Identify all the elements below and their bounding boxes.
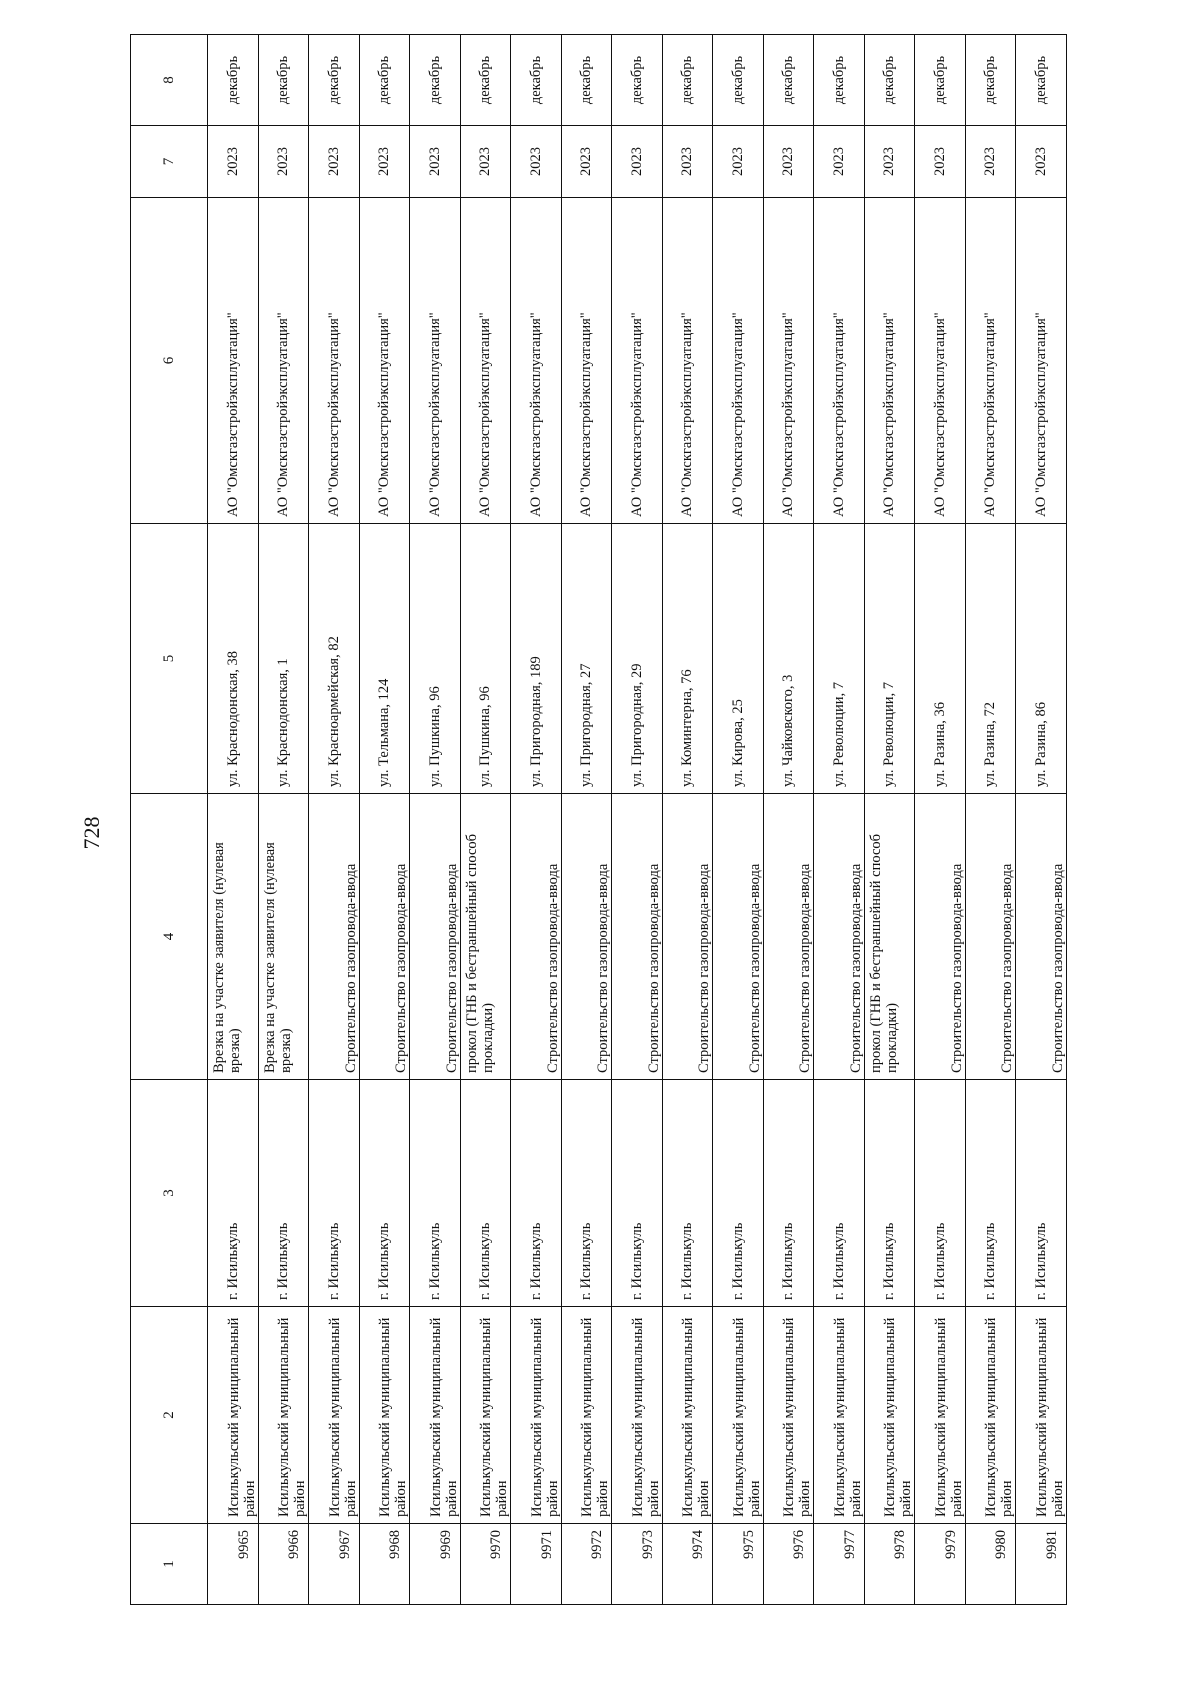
address-cell: ул. Разина, 86 (1016, 524, 1067, 794)
year-cell: 2023 (713, 126, 764, 198)
month-cell: декабрь (561, 35, 612, 126)
organization-cell: АО "Омскгазстройэксплуатация" (915, 198, 966, 524)
city-cell: г. Исилькуль (763, 1080, 814, 1307)
year-cell: 2023 (612, 126, 663, 198)
month-cell: декабрь (511, 35, 562, 126)
month-cell: декабрь (1016, 35, 1067, 126)
city-cell: г. Исилькуль (258, 1080, 309, 1307)
address-cell: ул. Пригородная, 27 (561, 524, 612, 794)
city-cell: г. Исилькуль (814, 1080, 865, 1307)
organization-cell: АО "Омскгазстройэксплуатация" (309, 198, 360, 524)
city-cell: г. Исилькуль (208, 1080, 259, 1307)
year-cell: 2023 (864, 126, 915, 198)
row-number: 9977 (814, 1524, 865, 1605)
address-cell: ул. Революции, 7 (814, 524, 865, 794)
district-cell: Исилькульский муниципальный район (662, 1307, 713, 1524)
city-cell: г. Исилькуль (511, 1080, 562, 1307)
works-table (130, 34, 1067, 1605)
table-row (309, 35, 360, 1605)
city-cell: г. Исилькуль (410, 1080, 461, 1307)
address-cell: ул. Разина, 72 (965, 524, 1016, 794)
table-row (814, 35, 865, 1605)
column-header-1: 1 (131, 1524, 208, 1605)
month-cell: декабрь (713, 35, 764, 126)
month-cell: декабрь (460, 35, 511, 126)
work-type-cell: Строительство газопровода-ввода (713, 794, 764, 1080)
work-type-cell: Врезка на участке заявителя (нулевая врезка) (208, 794, 259, 1080)
table-row (864, 35, 915, 1605)
table-row (713, 35, 764, 1605)
row-number: 9976 (763, 1524, 814, 1605)
work-type-cell: Строительство газопровода-ввода (763, 794, 814, 1080)
address-cell: ул. Пушкина, 96 (460, 524, 511, 794)
work-type-cell: Строительство газопровода-ввода (965, 794, 1016, 1080)
address-cell: ул. Пушкина, 96 (410, 524, 461, 794)
district-cell: Исилькульский муниципальный район (258, 1307, 309, 1524)
district-cell: Исилькульский муниципальный район (864, 1307, 915, 1524)
month-cell: декабрь (864, 35, 915, 126)
year-cell: 2023 (662, 126, 713, 198)
table-row (460, 35, 511, 1605)
table-row (612, 35, 663, 1605)
organization-cell: АО "Омскгазстройэксплуатация" (612, 198, 663, 524)
district-cell: Исилькульский муниципальный район (915, 1307, 966, 1524)
address-cell: ул. Красноармейская, 82 (309, 524, 360, 794)
district-cell: Исилькульский муниципальный район (410, 1307, 461, 1524)
district-cell: Исилькульский муниципальный район (460, 1307, 511, 1524)
month-cell: декабрь (915, 35, 966, 126)
district-cell: Исилькульский муниципальный район (511, 1307, 562, 1524)
city-cell: г. Исилькуль (309, 1080, 360, 1307)
organization-cell: АО "Омскгазстройэксплуатация" (1016, 198, 1067, 524)
month-cell: декабрь (258, 35, 309, 126)
address-cell: ул. Коминтерна, 76 (662, 524, 713, 794)
row-number: 9974 (662, 1524, 713, 1605)
row-number: 9972 (561, 1524, 612, 1605)
work-type-cell: Строительство газопровода-ввода (561, 794, 612, 1080)
city-cell: г. Исилькуль (662, 1080, 713, 1307)
work-type-cell: Строительство газопровода-ввода (662, 794, 713, 1080)
organization-cell: АО "Омскгазстройэксплуатация" (662, 198, 713, 524)
table-row (662, 35, 713, 1605)
organization-cell: АО "Омскгазстройэксплуатация" (258, 198, 309, 524)
work-type-cell: Строительство газопровода-ввода (359, 794, 410, 1080)
column-header-6: 6 (131, 198, 208, 524)
address-cell: ул. Чайковского, 3 (763, 524, 814, 794)
table-wrapper (130, 35, 1075, 1605)
month-cell: декабрь (662, 35, 713, 126)
page-number: 728 (79, 816, 104, 850)
address-cell: ул. Краснодонская, 1 (258, 524, 309, 794)
year-cell: 2023 (1016, 126, 1067, 198)
organization-cell: АО "Омскгазстройэксплуатация" (511, 198, 562, 524)
month-cell: декабрь (309, 35, 360, 126)
address-cell: ул. Кирова, 25 (713, 524, 764, 794)
month-cell: декабрь (763, 35, 814, 126)
year-cell: 2023 (359, 126, 410, 198)
row-number: 9980 (965, 1524, 1016, 1605)
row-number: 9970 (460, 1524, 511, 1605)
column-header-2: 2 (131, 1307, 208, 1524)
month-cell: декабрь (359, 35, 410, 126)
column-header-4: 4 (131, 794, 208, 1080)
district-cell: Исилькульский муниципальный район (1016, 1307, 1067, 1524)
district-cell: Исилькульский муниципальный район (965, 1307, 1016, 1524)
district-cell: Исилькульский муниципальный район (208, 1307, 259, 1524)
row-number: 9965 (208, 1524, 259, 1605)
header-row (131, 35, 208, 1605)
work-type-cell: Строительство газопровода-ввода (410, 794, 461, 1080)
year-cell: 2023 (410, 126, 461, 198)
table-row (511, 35, 562, 1605)
city-cell: г. Исилькуль (1016, 1080, 1067, 1307)
row-number: 9968 (359, 1524, 410, 1605)
year-cell: 2023 (915, 126, 966, 198)
month-cell: декабрь (208, 35, 259, 126)
work-type-cell: прокол (ГНБ и бестраншейный способ прокладки) (460, 794, 511, 1080)
district-cell: Исилькульский муниципальный район (763, 1307, 814, 1524)
work-type-cell: Строительство газопровода-ввода (1016, 794, 1067, 1080)
table-row (410, 35, 461, 1605)
month-cell: декабрь (965, 35, 1016, 126)
work-type-cell: Строительство газопровода-ввода (309, 794, 360, 1080)
year-cell: 2023 (460, 126, 511, 198)
organization-cell: АО "Омскгазстройэксплуатация" (561, 198, 612, 524)
city-cell: г. Исилькуль (460, 1080, 511, 1307)
year-cell: 2023 (763, 126, 814, 198)
organization-cell: АО "Омскгазстройэксплуатация" (814, 198, 865, 524)
work-type-cell: Строительство газопровода-ввода (612, 794, 663, 1080)
table-row (208, 35, 259, 1605)
address-cell: ул. Разина, 36 (915, 524, 966, 794)
city-cell: г. Исилькуль (713, 1080, 764, 1307)
address-cell: ул. Пригородная, 189 (511, 524, 562, 794)
year-cell: 2023 (965, 126, 1016, 198)
row-number: 9973 (612, 1524, 663, 1605)
organization-cell: АО "Омскгазстройэксплуатация" (208, 198, 259, 524)
year-cell: 2023 (511, 126, 562, 198)
city-cell: г. Исилькуль (359, 1080, 410, 1307)
table-row (915, 35, 966, 1605)
organization-cell: АО "Омскгазстройэксплуатация" (965, 198, 1016, 524)
column-header-3: 3 (131, 1080, 208, 1307)
year-cell: 2023 (258, 126, 309, 198)
table-row (359, 35, 410, 1605)
column-header-5: 5 (131, 524, 208, 794)
row-number: 9969 (410, 1524, 461, 1605)
address-cell: ул. Тельмана, 124 (359, 524, 410, 794)
rotated-table-area (130, 35, 1075, 1605)
row-number: 9967 (309, 1524, 360, 1605)
organization-cell: АО "Омскгазстройэксплуатация" (410, 198, 461, 524)
table-row (1016, 35, 1067, 1605)
address-cell: ул. Краснодонская, 38 (208, 524, 259, 794)
organization-cell: АО "Омскгазстройэксплуатация" (864, 198, 915, 524)
month-cell: декабрь (410, 35, 461, 126)
city-cell: г. Исилькуль (561, 1080, 612, 1307)
work-type-cell: прокол (ГНБ и бестраншейный способ прокладки) (864, 794, 915, 1080)
month-cell: декабрь (814, 35, 865, 126)
table-row (965, 35, 1016, 1605)
district-cell: Исилькульский муниципальный район (561, 1307, 612, 1524)
city-cell: г. Исилькуль (965, 1080, 1016, 1307)
district-cell: Исилькульский муниципальный район (713, 1307, 764, 1524)
work-type-cell: Строительство газопровода-ввода (814, 794, 865, 1080)
district-cell: Исилькульский муниципальный район (359, 1307, 410, 1524)
year-cell: 2023 (814, 126, 865, 198)
city-cell: г. Исилькуль (915, 1080, 966, 1307)
row-number: 9971 (511, 1524, 562, 1605)
row-number: 9975 (713, 1524, 764, 1605)
address-cell: ул. Пригородная, 29 (612, 524, 663, 794)
organization-cell: АО "Омскгазстройэксплуатация" (763, 198, 814, 524)
organization-cell: АО "Омскгазстройэксплуатация" (359, 198, 410, 524)
row-number: 9966 (258, 1524, 309, 1605)
row-number: 9981 (1016, 1524, 1067, 1605)
month-cell: декабрь (612, 35, 663, 126)
year-cell: 2023 (309, 126, 360, 198)
column-header-8: 8 (131, 35, 208, 126)
year-cell: 2023 (208, 126, 259, 198)
district-cell: Исилькульский муниципальный район (309, 1307, 360, 1524)
address-cell: ул. Революции, 7 (864, 524, 915, 794)
row-number: 9978 (864, 1524, 915, 1605)
organization-cell: АО "Омскгазстройэксплуатация" (713, 198, 764, 524)
work-type-cell: Врезка на участке заявителя (нулевая врезка) (258, 794, 309, 1080)
table-row (258, 35, 309, 1605)
column-header-7: 7 (131, 126, 208, 198)
work-type-cell: Строительство газопровода-ввода (915, 794, 966, 1080)
district-cell: Исилькульский муниципальный район (814, 1307, 865, 1524)
city-cell: г. Исилькуль (864, 1080, 915, 1307)
city-cell: г. Исилькуль (612, 1080, 663, 1307)
organization-cell: АО "Омскгазстройэксплуатация" (460, 198, 511, 524)
row-number: 9979 (915, 1524, 966, 1605)
table-row (763, 35, 814, 1605)
table-row (561, 35, 612, 1605)
work-type-cell: Строительство газопровода-ввода (511, 794, 562, 1080)
district-cell: Исилькульский муниципальный район (612, 1307, 663, 1524)
year-cell: 2023 (561, 126, 612, 198)
